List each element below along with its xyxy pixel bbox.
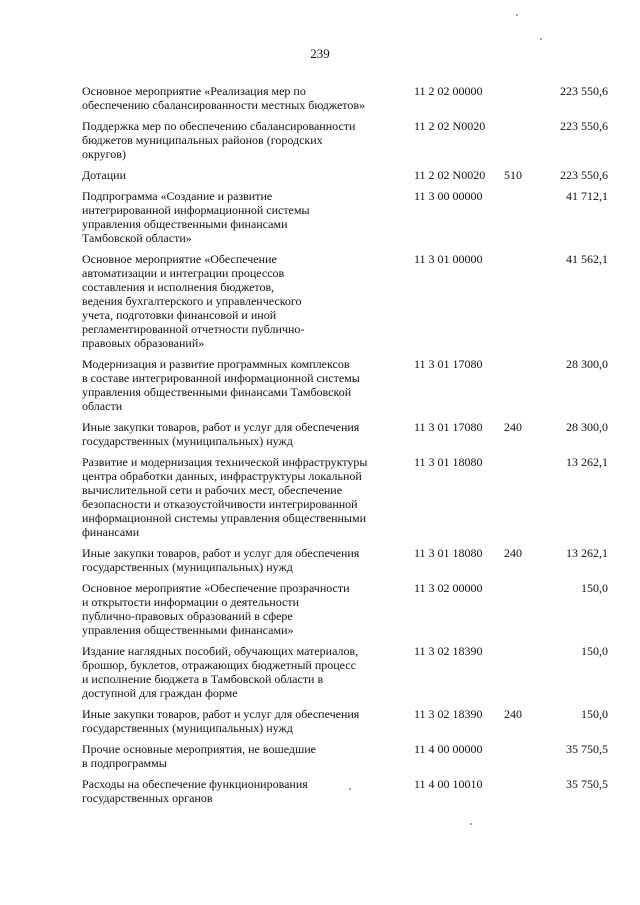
- row-amount-cell: [540, 707, 608, 742]
- row-name-cell: [82, 168, 414, 189]
- row-name: Подпрограмма «Создание и развитие интегрированной информационной системы управления общественными финансами Тамбовской области»: [82, 189, 310, 245]
- row-amount: 223 550,6: [560, 84, 608, 98]
- row-name: Расходы на обеспечение функционирования государственных органов: [82, 777, 308, 805]
- row-expense-type: 240: [504, 546, 522, 560]
- table-row: [82, 455, 608, 546]
- row-code: 11 4 00 00000: [414, 742, 483, 756]
- table-row: [82, 707, 608, 742]
- row-expense-type-cell: [504, 455, 540, 546]
- row-amount-cell: [540, 742, 608, 777]
- row-expense-type-cell: [504, 84, 540, 119]
- row-name: Поддержка мер по обеспечению сбалансированности бюджетов муниципальных районов (городских округов): [82, 119, 356, 161]
- row-name-cell: [82, 707, 414, 742]
- row-amount-cell: [540, 777, 608, 812]
- row-name-cell: [82, 84, 414, 119]
- row-name: Дотации: [82, 168, 127, 182]
- row-expense-type-cell: [504, 777, 540, 812]
- row-amount-cell: [540, 546, 608, 581]
- row-expense-type-cell: [504, 168, 540, 189]
- table-row: [82, 420, 608, 455]
- row-amount-cell: [540, 581, 608, 644]
- row-amount: 28 300,0: [566, 420, 608, 434]
- table-row: [82, 189, 608, 252]
- row-expense-type: 240: [504, 707, 522, 721]
- row-amount: 41 562,1: [566, 252, 608, 266]
- row-name: Основное мероприятие «Обеспечение автоматизации и интеграции процессов составления и исполнения бюджетов, ведения бухгалтерского и управленческого учета, подготовки финансовой и иной регламентированной отчетности публично- правовых образований»: [82, 252, 305, 350]
- row-name-cell: [82, 420, 414, 455]
- table-row: [82, 168, 608, 189]
- row-amount: 150,0: [581, 581, 608, 595]
- row-expense-type-cell: [504, 420, 540, 455]
- table-row: [82, 357, 608, 420]
- row-code: 11 4 00 10010: [414, 777, 483, 791]
- row-code-cell: [414, 546, 504, 581]
- row-expense-type-cell: [504, 119, 540, 168]
- row-code: 11 3 02 00000: [414, 581, 483, 595]
- row-name: Издание наглядных пособий, обучающих материалов, брошюр, буклетов, отражающих бюджетный процесс и исполнение бюджета в Тамбовской области в доступной для граждан форме: [82, 644, 359, 700]
- row-code-cell: [414, 420, 504, 455]
- row-code: 11 3 00 00000: [414, 189, 483, 203]
- row-amount-cell: [540, 84, 608, 119]
- row-name-cell: [82, 119, 414, 168]
- row-expense-type: 510: [504, 168, 522, 182]
- row-name-cell: [82, 189, 414, 252]
- row-name-cell: [82, 546, 414, 581]
- row-code-cell: [414, 707, 504, 742]
- row-amount: 223 550,6: [560, 168, 608, 182]
- row-amount: 28 300,0: [566, 357, 608, 371]
- row-amount: 35 750,5: [566, 742, 608, 756]
- row-name-cell: [82, 357, 414, 420]
- row-name-cell: [82, 742, 414, 777]
- row-name: Прочие основные мероприятия, не вошедшие в подпрограммы: [82, 742, 316, 770]
- row-code-cell: [414, 357, 504, 420]
- row-amount-cell: [540, 252, 608, 357]
- page-number: 239: [310, 46, 330, 61]
- row-expense-type: 240: [504, 420, 522, 434]
- row-amount: 13 262,1: [566, 455, 608, 469]
- row-code: 11 3 02 18390: [414, 644, 483, 658]
- table-row: [82, 546, 608, 581]
- row-amount-cell: [540, 357, 608, 420]
- row-code: 11 3 01 00000: [414, 252, 483, 266]
- row-code-cell: [414, 84, 504, 119]
- row-code-cell: [414, 777, 504, 812]
- scan-speck: [540, 38, 542, 40]
- row-code-cell: [414, 742, 504, 777]
- row-code-cell: [414, 119, 504, 168]
- table-row: [82, 581, 608, 644]
- row-amount-cell: [540, 168, 608, 189]
- row-code: 11 2 02 N0020: [414, 119, 486, 133]
- row-name: Иные закупки товаров, работ и услуг для обеспечения государственных (муниципальных) нужд: [82, 707, 360, 735]
- row-name: Иные закупки товаров, работ и услуг для обеспечения государственных (муниципальных) нужд: [82, 420, 360, 448]
- row-code: 11 3 01 18080: [414, 546, 483, 560]
- table-row: [82, 119, 608, 168]
- row-amount-cell: [540, 420, 608, 455]
- row-name-cell: [82, 581, 414, 644]
- row-code-cell: [414, 581, 504, 644]
- row-expense-type-cell: [504, 189, 540, 252]
- row-code: 11 3 01 17080: [414, 420, 483, 434]
- row-expense-type-cell: [504, 644, 540, 707]
- scan-speck: [349, 788, 351, 790]
- row-code-cell: [414, 644, 504, 707]
- row-name: Основное мероприятие «Реализация мер по обеспечению сбалансированности местных бюджетов»: [82, 84, 366, 112]
- row-code: 11 3 01 17080: [414, 357, 483, 371]
- row-amount: 35 750,5: [566, 777, 608, 791]
- row-amount-cell: [540, 644, 608, 707]
- row-amount-cell: [540, 119, 608, 168]
- row-amount: 41 712,1: [566, 189, 608, 203]
- row-expense-type-cell: [504, 707, 540, 742]
- row-name: Модернизация и развитие программных комплексов в составе интегрированной информационной системы управления общественными финансами Тамбовской области: [82, 357, 360, 413]
- row-code: 11 2 02 00000: [414, 84, 483, 98]
- scan-speck: [470, 823, 472, 825]
- row-expense-type-cell: [504, 581, 540, 644]
- row-code: 11 3 01 18080: [414, 455, 483, 469]
- row-name: Основное мероприятие «Обеспечение прозрачности и открытости информации о деятельности публично-правовых образований в сфере управления общественными финансами»: [82, 581, 350, 637]
- row-name: Иные закупки товаров, работ и услуг для обеспечения государственных (муниципальных) нужд: [82, 546, 360, 574]
- row-expense-type-cell: [504, 742, 540, 777]
- row-expense-type-cell: [504, 357, 540, 420]
- scan-speck: [516, 14, 518, 16]
- table-row: [82, 742, 608, 777]
- row-amount: 223 550,6: [560, 119, 608, 133]
- row-name-cell: [82, 644, 414, 707]
- row-amount: 150,0: [581, 644, 608, 658]
- table-row: [82, 644, 608, 707]
- row-amount: 150,0: [581, 707, 608, 721]
- table-row: [82, 777, 608, 812]
- row-code-cell: [414, 252, 504, 357]
- row-name-cell: [82, 777, 414, 812]
- row-name-cell: [82, 455, 414, 546]
- row-code: 11 3 02 18390: [414, 707, 483, 721]
- row-code: 11 2 02 N0020: [414, 168, 486, 182]
- row-amount-cell: [540, 189, 608, 252]
- row-expense-type-cell: [504, 546, 540, 581]
- row-code-cell: [414, 189, 504, 252]
- row-amount: 13 262,1: [566, 546, 608, 560]
- table-row: [82, 84, 608, 119]
- row-code-cell: [414, 455, 504, 546]
- table-row: [82, 252, 608, 357]
- row-code-cell: [414, 168, 504, 189]
- row-amount-cell: [540, 455, 608, 546]
- budget-table: [82, 84, 608, 812]
- budget-table-body: [82, 84, 608, 812]
- row-expense-type-cell: [504, 252, 540, 357]
- row-name-cell: [82, 252, 414, 357]
- row-name: Развитие и модернизация технической инфраструктуры центра обработки данных, инфраструктуры локальной вычислительной сети и рабочих мест, обеспечение безопасности и отказоустойчивости интегрированной информационной системы управления общественными финансами: [82, 455, 368, 539]
